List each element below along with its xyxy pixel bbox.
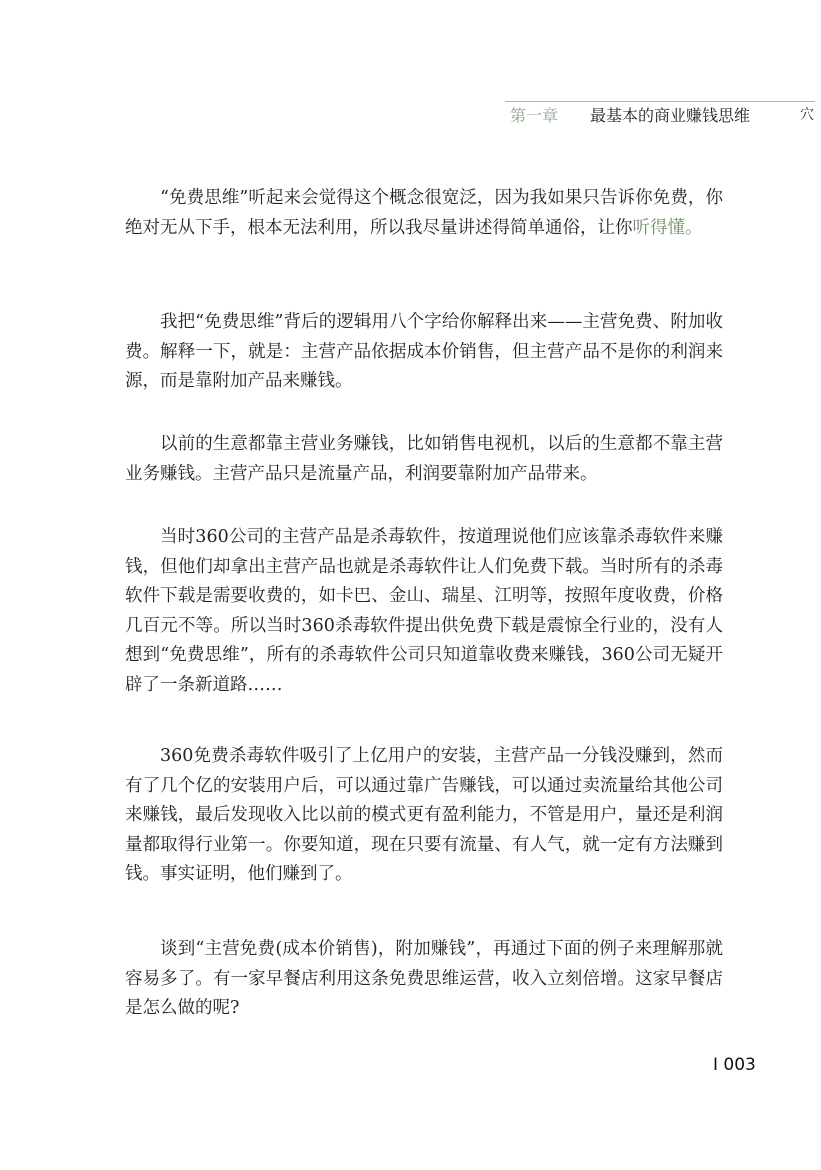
paragraph-6: 谈到“主营免费(成本价销售)，附加赚钱”，再通过下面的例子来理解那就容易多了。有一家早餐店利用这条免费思维运营，收入立刻倍增。这家早餐店是怎么做的呢?	[125, 939, 723, 1018]
paragraph-1-text: “免费思维”听起来会觉得这个概念很宽泛，因为我如果只告诉你免费，你绝对无从下手，根本无法利用，所以我尽量讲述得简单通俗，让你	[125, 188, 723, 238]
chapter-number: 第一章	[510, 106, 559, 125]
page-number: I 003	[713, 1055, 756, 1075]
paragraph-2: 我把“免费思维”背后的逻辑用八个字给你解释出来——主营免费、附加收费。解释一下，就是：主营产品依据成本价销售，但主营产品不是你的利润来源，而是靠附加产品来赚钱。	[125, 312, 723, 391]
paragraph-5: 360免费杀毒软件吸引了上亿用户的安装，主营产品一分钱没赚到，然而有了几个亿的安装用户后，可以通过靠广告赚钱，可以通过卖流量给其他公司来赚钱，最后发现收入比以前的模式更有盈利能力，不管是用户，量还是利润量都取得行业第一。你要知道，现在只要有流量、有人气，就一定有方法赚到钱。事实证明，他们赚到了。	[125, 746, 723, 884]
header-edge-mark: 穴	[800, 107, 814, 123]
paragraph-4: 当时360公司的主营产品是杀毒软件，按道理说他们应该靠杀毒软件来赚钱，但他们却拿出主营产品也就是杀毒软件让人们免费下载。当时所有的杀毒软件下载是需要收费的，如卡巴、金山、瑞星、江明等，按照年度收费，价格几百元不等。所以当时360杀毒软件提出供免费下载是震惊全行业的，没有人想到“免费思维”，所有的杀毒软件公司只知道靠收费来赚钱，360公司无疑开辟了一条新道路……	[125, 527, 723, 695]
chapter-title: 最基本的商业赚钱思维	[590, 106, 751, 125]
paragraph-3: 以前的生意都靠主营业务赚钱，比如销售电视机，以后的生意都不靠主营业务赚钱。主营产品只是流量产品，利润要靠附加产品带来。	[125, 434, 723, 484]
paragraph-1-tail: 听得懂。	[632, 217, 703, 238]
paragraph-1	[125, 184, 723, 243]
header-rule	[505, 101, 815, 102]
